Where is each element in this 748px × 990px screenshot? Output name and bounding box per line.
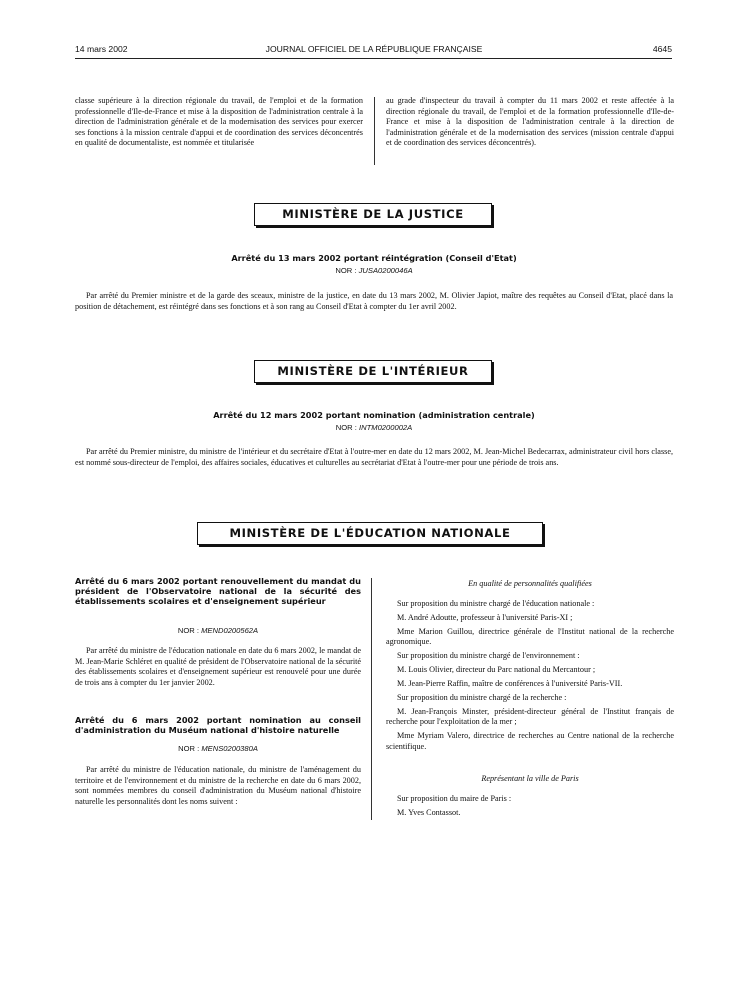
continuation-left-text: classe supérieure à la direction régionale du travail, de l'emploi et de la formation professionnelle d'Ile-de-France et mise à la disposition de l'administration centrale à la direction de l'administration générale et de la modernisation des services pour exercer ses fonctions à la mission centrale d'appui et de coordination des services déconcentrés en qualité de documentaliste, est nommée et titularisée bbox=[75, 96, 363, 147]
arrete-title-justice: Arrêté du 13 mars 2002 portant réintégration (Conseil d'Etat) bbox=[231, 253, 517, 263]
list-item: Sur proposition du ministre chargé de l'éducation nationale : bbox=[397, 599, 595, 608]
arrete-title-observatoire: Arrêté du 6 mars 2002 portant renouvellement du mandat du président de l'Observatoire national de la sécurité des établissements scolaires et d'enseignement supérieur bbox=[75, 576, 361, 606]
running-header bbox=[0, 44, 748, 58]
list-item: M. André Adoutte, professeur à l'université Paris-XI ; bbox=[397, 612, 573, 622]
continuation-right-text: au grade d'inspecteur du travail à compter du 11 mars 2002 et reste affectée à la direction régionale du travail, de l'emploi et de la formation professionnelle d'Ile-de-France et mise à la disposition de l'administration centrale à la direction de l'administration générale et de la modernisation des services (mission centrale d'appui et de coordination des services déconcentrés). bbox=[386, 96, 674, 147]
nor-label: NOR : bbox=[178, 744, 200, 753]
ministry-heading-justice: MINISTÈRE DE LA JUSTICE bbox=[254, 203, 492, 226]
list-item: Mme Marion Guillou, directrice générale de l'Institut national de la recherche agronomique. bbox=[386, 626, 674, 647]
nor-label: NOR : bbox=[335, 266, 357, 275]
column-divider bbox=[371, 578, 372, 820]
list-item: M. Yves Contassot. bbox=[397, 807, 461, 817]
header-date: 14 mars 2002 bbox=[75, 44, 128, 54]
list-item: Sur proposition du maire de Paris : bbox=[397, 794, 512, 803]
list-item: Sur proposition du ministre chargé de l'environnement : bbox=[397, 651, 580, 661]
header-page-number: 4645 bbox=[652, 44, 672, 54]
continuation-left-column bbox=[75, 96, 363, 152]
arrete-title-museum: Arrêté du 6 mars 2002 portant nomination au conseil d'administration du Muséum national d'histoire naturelle bbox=[75, 715, 361, 735]
arrete-body-museum: Par arrêté du ministre de l'éducation nationale, du ministre de l'aménagement du territoire et de l'environnement et du ministre de la recherche en date du 6 mars 2002, sont nommées membres du conseil d'administration du Muséum national d'histoire naturelle les personnalités dont les noms suivent : bbox=[75, 765, 361, 806]
header-rule bbox=[75, 58, 672, 59]
arrete-body-justice: Par arrêté du Premier ministre et de la garde des sceaux, ministre de la justice, en date du 13 mars 2002, M. Olivier Japiot, maître des requêtes au Conseil d'Etat, placé dans la position de détachement, est réintégré dans ses fonctions et à son rang au Conseil d'Etat à compter du 1er avril 2002. bbox=[75, 291, 673, 311]
list-item: M. Jean-Pierre Raffin, maître de conférences à l'université Paris-VII. bbox=[397, 678, 623, 688]
list-item: Mme Myriam Valero, directrice de recherches au Centre national de la recherche scientifique. bbox=[386, 731, 674, 751]
nominations-list bbox=[386, 599, 674, 756]
arrete-title-interieur: Arrêté du 12 mars 2002 portant nomination (administration centrale) bbox=[213, 410, 535, 420]
nor-line-justice bbox=[75, 266, 673, 275]
arrete-body-interieur: Par arrêté du Premier ministre, du ministre de l'intérieur et du secrétaire d'Etat à l'outre-mer en date du 12 mars 2002, M. Jean-Michel Bedecarrax, administrateur civil hors classe, est nommé sous-directeur de l'emploi, des affaires sociales, éducatives et culturelles au secrétariat d'Etat à l'outre-mer pour une période de trois ans. bbox=[75, 447, 673, 467]
nor-label: NOR : bbox=[335, 423, 357, 432]
nor-line-observatoire bbox=[75, 626, 361, 635]
nor-line-museum bbox=[75, 744, 361, 753]
list-item: Sur proposition du ministre chargé de la recherche : bbox=[397, 692, 567, 702]
nor-code: INTM0200002A bbox=[359, 423, 413, 432]
subheading-ville-de-paris: Représentant la ville de Paris bbox=[481, 774, 579, 783]
nor-line-interieur bbox=[75, 423, 673, 432]
header-title: JOURNAL OFFICIEL DE LA RÉPUBLIQUE FRANÇAISE bbox=[265, 44, 483, 54]
ministry-heading-interieur: MINISTÈRE DE L'INTÉRIEUR bbox=[254, 360, 492, 383]
nor-code: MENS0200380A bbox=[201, 744, 258, 753]
list-item: M. Jean-François Minster, président-directeur général de l'Institut français de recherche pour l'exploitation de la mer ; bbox=[386, 706, 674, 727]
nor-code: JUSA0200046A bbox=[358, 266, 413, 275]
subheading-personnalites: En qualité de personnalités qualifiées bbox=[468, 579, 592, 588]
column-divider bbox=[374, 97, 375, 165]
paris-list bbox=[386, 794, 674, 822]
arrete-body-observatoire: Par arrêté du ministre de l'éducation nationale en date du 6 mars 2002, le mandat de M. Jean-Marie Schléret en qualité de président de l'Observatoire national de la sécurité des établissements scolaires et d'enseignement supérieur est renouvelé pour une durée de trois ans à compter du 1er janvier 2002. bbox=[75, 646, 361, 687]
nor-code: MEND0200562A bbox=[201, 626, 259, 635]
ministry-heading-education: MINISTÈRE DE L'ÉDUCATION NATIONALE bbox=[197, 522, 543, 545]
list-item: M. Louis Olivier, directeur du Parc national du Mercantour ; bbox=[397, 665, 596, 675]
nor-label: NOR : bbox=[177, 626, 199, 635]
continuation-right-column bbox=[386, 96, 674, 152]
